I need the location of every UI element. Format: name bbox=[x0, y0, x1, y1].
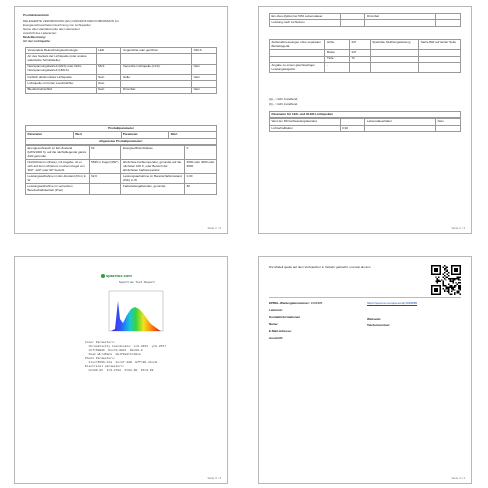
table-cell: - bbox=[325, 62, 349, 72]
table-cell: 347 bbox=[349, 50, 370, 56]
table-cell: Nein bbox=[96, 74, 121, 80]
param-header-cell: Parameter bbox=[121, 132, 169, 138]
table-cell: NDLS bbox=[192, 48, 217, 54]
table-row bbox=[26, 146, 217, 160]
table-cell: 62,6 bbox=[89, 174, 121, 184]
table-cell: Hülle: bbox=[121, 74, 192, 80]
param-header-cell: Parameter bbox=[26, 132, 74, 138]
table-cell: Nein bbox=[96, 87, 121, 93]
table-cell: Lichterhaltfaktor bbox=[270, 125, 341, 131]
eprel-field: Lieferant: bbox=[269, 308, 283, 312]
note-a: (a) ‚-' nicht zutreffend; bbox=[269, 97, 298, 101]
table-row bbox=[270, 62, 461, 72]
table-cell: 80 bbox=[185, 184, 217, 194]
table-cell: 0,90 bbox=[340, 125, 365, 131]
table-row bbox=[270, 40, 461, 50]
table-cell: Lebensdauerfaktor bbox=[365, 119, 436, 125]
table-cell: ähnlichste Farbtemperatur, gerundet auf die nächsten 100 K, oder Bereich der ähnlichsten Farbtemperatur bbox=[121, 160, 185, 174]
table-cell: 347 bbox=[349, 40, 370, 50]
eprel-page bbox=[258, 256, 472, 484]
table-cell: Tiefe bbox=[325, 56, 349, 62]
dimension-table bbox=[269, 39, 461, 73]
table-row bbox=[270, 20, 461, 26]
page-number: Seite 2 / 4 bbox=[451, 226, 465, 230]
table-cell: Vernetzte Lichtquelle (CLS): bbox=[121, 64, 192, 74]
table-cell: Verwendete Beleuchtungstechnologie: bbox=[26, 48, 97, 54]
report-line: U=230.0V I=0.272A P=62.6W PF=0.99 bbox=[85, 369, 154, 372]
table-row bbox=[26, 184, 217, 194]
leaf-icon bbox=[101, 274, 105, 278]
page-title: Produktdatenblatt bbox=[23, 13, 49, 17]
table-cell: Spektrale Strahlungsleistung bbox=[370, 40, 419, 50]
table-cell bbox=[96, 54, 121, 64]
table-cell bbox=[349, 62, 370, 72]
divider bbox=[269, 297, 461, 298]
table-cell: Wert der R9 Farbwiedergabeindex bbox=[270, 119, 341, 125]
brand-logo: sparelux.com bbox=[101, 273, 132, 278]
table-cell: 5000 oder 4000 oder 6500 bbox=[185, 160, 217, 174]
report-text bbox=[85, 341, 166, 373]
report-line: Chromaticity Coordinate: x=0.3452 y=0.3577 bbox=[85, 345, 167, 348]
section-general: Allgemeine Produktparameter: bbox=[26, 138, 217, 144]
top-table bbox=[269, 13, 461, 27]
table-cell: Blendschutzschild: bbox=[26, 87, 97, 93]
table-row bbox=[26, 54, 217, 64]
page-number: Seite 1 / 4 bbox=[207, 226, 221, 230]
table-cell bbox=[340, 20, 365, 26]
spectrum-chart bbox=[105, 289, 165, 337]
header-line-2: Energieverbrauchskennzeichnung von Lichtquellen bbox=[23, 23, 91, 27]
table-cell bbox=[365, 20, 436, 26]
table-cell: 72 bbox=[349, 56, 370, 62]
report-line: Photo Parameters: bbox=[85, 357, 116, 360]
table-cell: Ungerichtet oder gerichtet: bbox=[121, 48, 192, 54]
eprel-field: Kontaktinformationen bbox=[269, 315, 301, 319]
table-cell: 5596 in Kugel (360°) bbox=[89, 160, 121, 174]
table-cell bbox=[365, 125, 436, 131]
section-led: Parameter für LED- und OLED-Lichtquellen bbox=[270, 112, 461, 118]
table-cell: Art des Sockels der Lichtquelle (oder andere elektrische Schnittstelle): bbox=[26, 54, 97, 64]
table-cell: Außenabmessungen ohne separates Betriebsgerät bbox=[270, 40, 325, 50]
table-cell: Leistungsaufnahme im vernetzten Bereitschaftsbetrieb (Pnet) bbox=[26, 184, 90, 194]
table-cell: Angabe zu einem gleichwertigen Leistungsangebot bbox=[270, 62, 325, 72]
report-line: Color Parameters: bbox=[85, 341, 116, 344]
table-cell bbox=[370, 62, 419, 72]
eprel-header: Die Modell quelle auf dem Verbraucher in Verkehr gebracht, und war als den bbox=[269, 265, 371, 269]
table-cell bbox=[436, 125, 461, 131]
table-row bbox=[26, 64, 217, 74]
page-number: Seite 4 / 4 bbox=[451, 476, 465, 480]
table-cell: Dimmbar bbox=[365, 14, 436, 20]
header-line-1: DELEGIERTE VERORDNUNG (EU) 2019/2015 DER KOMMISSION zur bbox=[23, 19, 119, 23]
table-cell: Leistung nach Lichtstrom bbox=[270, 20, 341, 26]
eprel-field: EPREL-Wiedergabenummer: 1093985 bbox=[269, 301, 323, 305]
table-cell: Siehe Bild auf letzter Seite bbox=[419, 40, 461, 50]
report-line: Electrical parameters: bbox=[85, 365, 125, 368]
table-cell: Farblich abstimmbare Lichtquelle: bbox=[26, 74, 97, 80]
datasheet-page-1 bbox=[14, 6, 228, 234]
table-cell: Nutzlichtstrom (Φuse), mit Angabe, ob er sich auf den Lichtstrom in einem Kegel von 360°, 120° oder 90° bezieht bbox=[26, 160, 90, 174]
section-type: Art der Lichtquelle: bbox=[23, 39, 51, 43]
eprel-field: Name: bbox=[269, 322, 279, 326]
table-row bbox=[270, 125, 461, 131]
table-cell: Leistungsaufnahme im Ein-Zustand (Pon) in W bbox=[26, 174, 90, 184]
table-row bbox=[26, 87, 217, 93]
phone-label: Telefonnummer: bbox=[367, 323, 391, 327]
table-cell: Energieeffizienzklasse bbox=[121, 146, 185, 160]
model-line: Modellkennung: bbox=[23, 35, 46, 39]
table-cell bbox=[89, 184, 121, 194]
table-cell: LED bbox=[96, 48, 121, 54]
table-cell: Nein bbox=[192, 74, 217, 80]
table-cell bbox=[121, 54, 192, 64]
spectrum-curve bbox=[111, 301, 161, 331]
table-cell: Lichtquelle mit hoher Leuchtdichte: bbox=[26, 81, 97, 87]
supplier-name-line: Name oder Handelsmarke des Lieferanten: bbox=[23, 27, 81, 31]
table-cell: Leistungsaufnahme im Bereitschaftszustand (Psb) in W bbox=[121, 174, 185, 184]
param-header-cell: Wert bbox=[73, 132, 121, 138]
eprel-link[interactable]: https://eprel.ec.europa.eu/qr/1093985 bbox=[367, 301, 418, 305]
table-cell: Netzspannungsbetrieb (MLS) oder Nicht-Netzspannungsbetrieb (NMLS): bbox=[26, 64, 97, 74]
datasheet-page-2 bbox=[258, 6, 472, 234]
table-cell: Dimmbar: bbox=[121, 87, 192, 93]
web-label: Webseite: bbox=[367, 317, 382, 321]
report-line: CCT=5000K Duv=0.0021 Ra=80.0 bbox=[85, 349, 143, 352]
table-cell: 63 bbox=[89, 146, 121, 160]
supplier-address-line: Anschrift des Lieferanten: bbox=[23, 31, 58, 35]
led-table bbox=[269, 111, 461, 132]
table-cell: MLS bbox=[96, 64, 121, 74]
spectrum-page bbox=[14, 256, 228, 484]
report-line: Peak WL=450nm HalfWidth=20nm bbox=[85, 353, 141, 356]
eprel-field: E-Mail-Adresse: bbox=[269, 329, 292, 333]
note-b: (b) ‚-' nicht zutreffend. bbox=[269, 102, 298, 106]
table-cell bbox=[419, 62, 461, 72]
param-header-cell: Wert bbox=[169, 132, 217, 138]
param-table bbox=[25, 125, 217, 195]
table-cell: 0,00 bbox=[185, 174, 217, 184]
table-cell bbox=[192, 54, 217, 64]
qr-code-icon[interactable] bbox=[431, 265, 461, 295]
table-cell: Nein bbox=[192, 87, 217, 93]
table-cell: Höhe bbox=[325, 40, 349, 50]
table-cell: Energieverbrauch im Ein-Zustand (kWh/1000 h), auf die nächstliegende ganze Zahl gerundet bbox=[26, 146, 90, 160]
table-row bbox=[26, 174, 217, 184]
type-table bbox=[25, 47, 217, 94]
table-cell: Ein-/Aus-Zyklus bei 50% Lebensdauer bbox=[270, 14, 341, 20]
table-cell: Farbwiedergabeindex, gerundet bbox=[121, 184, 185, 194]
section-params: Produktparameter bbox=[26, 126, 217, 132]
page-number: Seite 3 / 4 bbox=[207, 476, 221, 480]
table-cell bbox=[436, 20, 461, 26]
table-row bbox=[26, 160, 217, 174]
table-cell: Nein bbox=[96, 81, 121, 87]
table-cell: F bbox=[185, 146, 217, 160]
table-cell: Nein bbox=[436, 119, 461, 125]
eprel-field: Anschrift: bbox=[269, 336, 284, 340]
report-line: Flux=5596.0lm Fe=17.28W Eff=89.4lm/W bbox=[85, 361, 158, 364]
table-cell: Nein bbox=[192, 64, 217, 74]
eprel-fields bbox=[269, 301, 359, 343]
report-title: Spectrum Test Report bbox=[119, 281, 156, 284]
table-cell: Breite bbox=[325, 50, 349, 56]
